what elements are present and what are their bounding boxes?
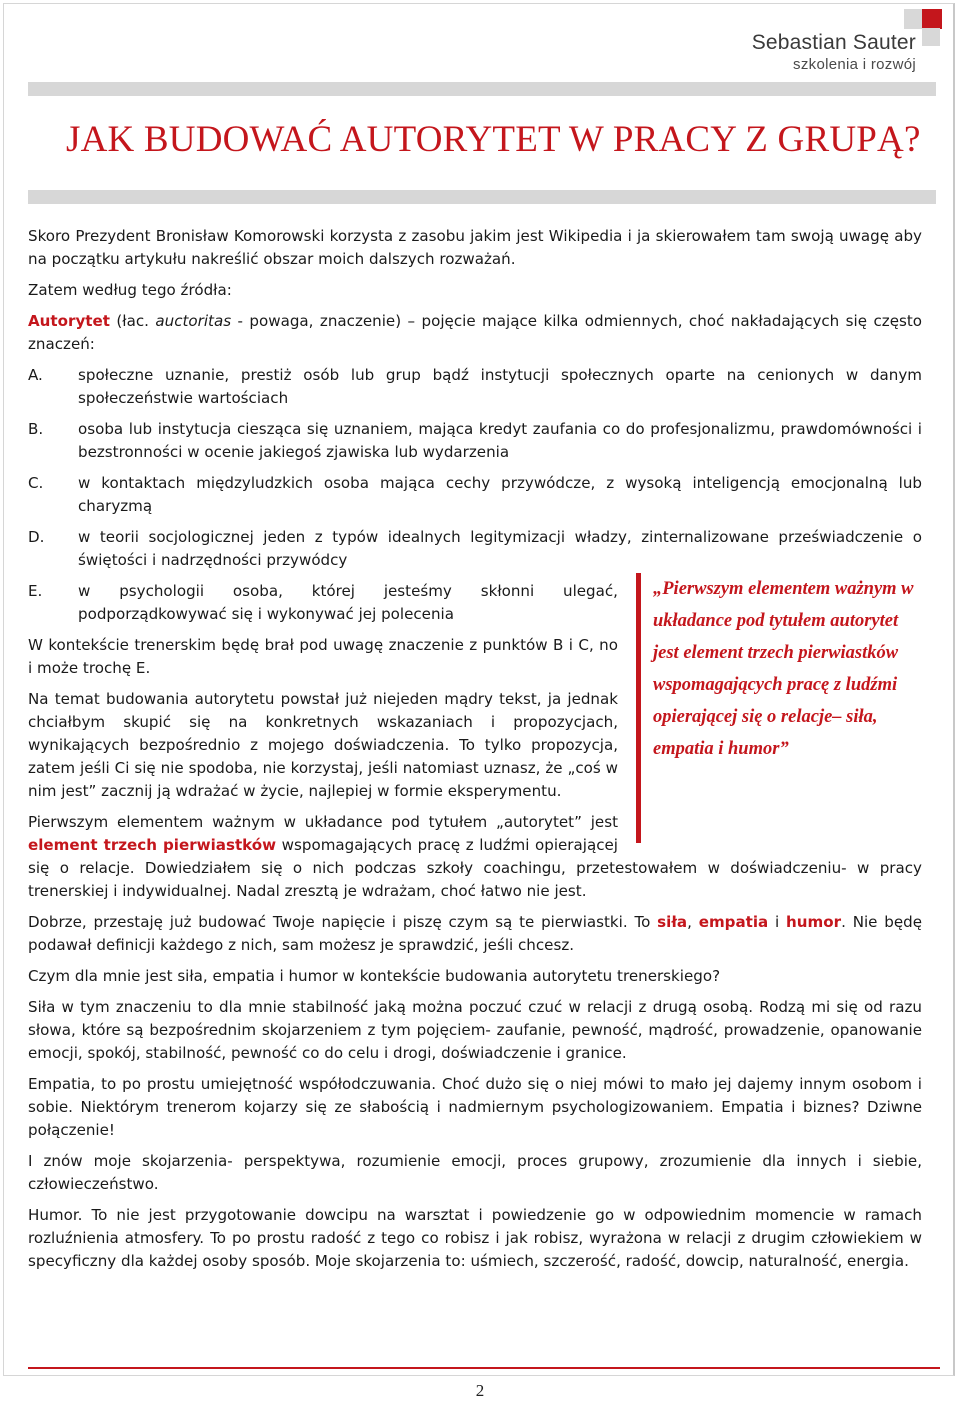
- logo-square-grey: [904, 9, 924, 29]
- definition-latin-word: auctoritas: [155, 312, 232, 330]
- pillar-strength: siła: [657, 913, 688, 931]
- associations-paragraph: I znów moje skojarzenia- perspektywa, rozumienie emocji, proces grupowy, zrozumienie dla innych i siebie, człowieczeństwo.: [28, 1152, 922, 1193]
- pull-quote: „Pierwszym elementem ważnym w układance pod tytułem autorytet jest element trzech pierwiastków wspomagających pracę z ludźmi opierającej się o relacje– siła, empatia i humor”: [636, 573, 926, 843]
- brand-name: Sebastian Sauter: [751, 31, 916, 54]
- brand-tagline: szkolenia i rozwój: [793, 56, 916, 73]
- header-band: [28, 82, 936, 96]
- pillars-separator: i: [768, 913, 787, 931]
- brand-logo: [752, 30, 916, 74]
- context-paragraph: W kontekście trenerskim będę brał pod uwagę znaczenie z punktów B i C, no i może trochę E.: [28, 636, 618, 677]
- logo-square-red: [922, 9, 942, 29]
- pillars-paragraph: [28, 911, 922, 957]
- list-item-text: w teorii socjologicznej jeden z typów idealnych legitymizacji władzy, zinternalizowane przeświadczenie o świętości i nadrzędności przywódcy: [78, 528, 922, 569]
- elements-highlight: element trzech pierwiastków: [28, 836, 277, 854]
- list-item-letter: D.: [28, 528, 45, 546]
- pillars-text-a: Dobrze, przestaję już budować Twoje napięcie i piszę czym są te pierwiastki. To: [28, 913, 658, 931]
- pillar-empathy: empatia: [698, 913, 769, 931]
- list-item-letter: C.: [28, 474, 44, 492]
- footer-rule: [28, 1367, 940, 1369]
- list-item: [28, 580, 618, 626]
- list-item-text: społeczne uznanie, prestiż osób lub grup bądź instytucji społecznych oparte na cenionych w danym społeczeństwie wartościach: [78, 366, 922, 407]
- list-item-letter: A.: [28, 366, 43, 384]
- empathy-paragraph: Empatia, to po prostu umiejętność współodczuwania. Choć dużo się o niej mówi to mało jej dajemy innym osobom i sobie. Niektórym trenerom kojarzy się ze słabością i nadmiernym psychologizowaniem. Empatia i biznes? Dziwne połączenie!: [28, 1075, 922, 1139]
- strength-paragraph: Siła w tym znaczeniu to dla mnie stabilność jaką można poczuć czuć w relacji z drugą osobą. Rodzą mi się od razu słowa, które są bezpośrednim skojarzeniem z tym pojęciem- zaufanie, pewność, mądrość, prowadzenie, opanowanie emocji, spokój, stabilność, pewność co do celu i drogi, doświadczenie i granice.: [28, 998, 922, 1062]
- question-paragraph: Czym dla mnie jest siła, empatia i humor w kontekście budowania autorytetu trenerskiego?: [28, 967, 721, 985]
- list-item: [28, 472, 922, 518]
- logo-square-grey-small: [922, 28, 940, 46]
- list-item-letter: E.: [28, 582, 43, 600]
- article-body: [28, 225, 922, 1281]
- list-item: [28, 418, 922, 464]
- pillars-separator: ,: [687, 913, 699, 931]
- definition-list: [28, 364, 922, 572]
- title-divider-band: [28, 190, 936, 204]
- definition-lat-prefix: (łac.: [109, 312, 156, 330]
- humor-paragraph: Humor. To nie jest przygotowanie dowcipu na warsztat i powiedzenie go w odpowiednim momencie w ramach rozluźnienia atmosfery. To po prostu radość z tego co robisz i jak robisz, wyrażona w relacji z drugim człowiekiem w specyficzny dla każdej osoby sposób. Moje skojarzenia to: uśmiech, szczerość, radość, dowcip, naturalność, energia.: [28, 1206, 922, 1270]
- pillar-humor: humor: [786, 913, 842, 931]
- list-item-text: w psychologii osoba, której jesteśmy skłonni ulegać, podporządkowywać się i wykonywać jej polecenia: [78, 582, 618, 623]
- list-item-text: osoba lub instytucja ciesząca się uznaniem, mająca kredyt zaufania co do profesjonalizmu, prawdomówności i bezstronności w ocenie jakiegoś zjawiska lub wydarzenia: [78, 420, 922, 461]
- elements-text-a: Pierwszym elementem ważnym w układance pod tytułem „autorytet” jest: [28, 813, 618, 831]
- list-item: [28, 364, 922, 410]
- pillars-text-b: . Nie będę podawał definicji każdego z nich, sam możesz je sprawdzić, jeśli chcesz.: [28, 913, 922, 954]
- definition-rest: - powaga, znaczenie) – pojęcie mające kilka odmiennych, choć nakładających się często znaczeń:: [28, 312, 922, 353]
- definition-term: Autorytet: [28, 312, 110, 330]
- intro-paragraph: Skoro Prezydent Bronisław Komorowski korzysta z zasobu jakim jest Wikipedia i ja skierowałem tam swoją uwagę aby na początku artykułu nakreślić obszar moich dalszych rozważań.: [28, 227, 922, 268]
- approach-paragraph: Na temat budowania autorytetu powstał już niejeden mądry tekst, ja jednak chciałbym skupić się na konkretnych wskazaniach i propozycjach, wynikających bezpośrednio z mojego doświadczenia. To tylko propozycja, zatem jeśli Ci się nie spodoba, nie korzystaj, jeśli natomiast uznasz, że „coś w nim jest” zacznij ją wdrażać w życie, najlepiej w formie eksperymentu.: [28, 690, 618, 800]
- elements-text-b: wspomagających pracę z ludźmi opierającej się o relacje. Dowiedziałem się o nich podczas szkoły coachingu, przetestowałem w doświadczeniu- w pracy trenerskiej i indywidualnej. Nadal zresztą je wdrażam, choć łatwo nie jest.: [28, 836, 922, 900]
- page-title: JAK BUDOWAĆ AUTORYTET W PRACY Z GRUPĄ?: [66, 119, 921, 160]
- definition-paragraph: [28, 310, 922, 356]
- list-item: [28, 526, 922, 572]
- page-number: 2: [475, 1381, 485, 1400]
- list-item-letter: B.: [28, 420, 44, 438]
- list-item-text: w kontaktach międzyludzkich osoba mająca cechy przywódcze, z wysoką inteligencją emocjonalną lub charyzmą: [78, 474, 922, 515]
- source-line: Zatem według tego źródła:: [28, 281, 232, 299]
